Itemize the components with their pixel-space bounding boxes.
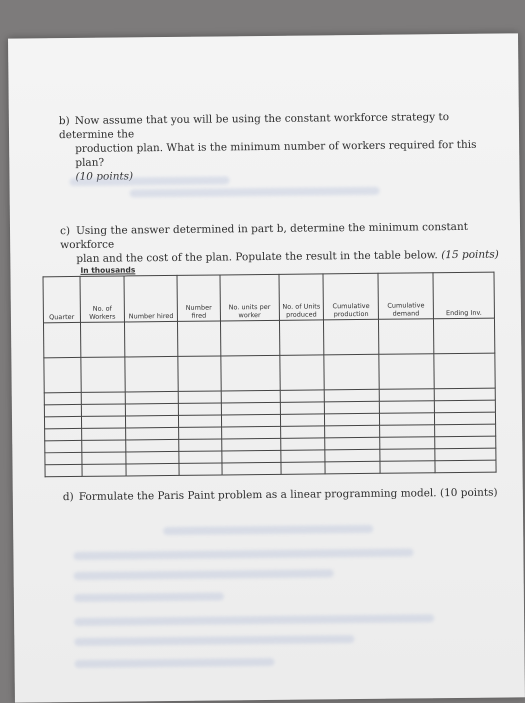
- bleed-through-text: [74, 592, 224, 602]
- production-table: [43, 272, 497, 478]
- table-caption: In thousands: [80, 265, 136, 275]
- header-ending-inventory: Ending Inv.: [433, 272, 494, 319]
- question-d: [63, 486, 503, 505]
- question-b-line2: production plan. What is the minimum number of workers required for this plan?: [75, 138, 477, 169]
- bleed-through-text: [75, 658, 275, 668]
- question-d-points: (10 points): [439, 486, 498, 500]
- header-quarter: Quarter: [43, 276, 80, 322]
- table-row: [43, 318, 494, 358]
- bleed-through-text: [74, 635, 354, 646]
- bleed-through-text: [74, 614, 434, 626]
- question-d-label: d): [62, 491, 74, 504]
- question-b-line1: Now assume that you will be using the constant workforce strategy to determine the: [58, 111, 450, 142]
- question-b-points: (10 points): [75, 170, 134, 183]
- question-c-line2: plan and the cost of the plan. Populate the result in the table below.: [76, 249, 438, 265]
- question-b: [59, 110, 500, 185]
- worksheet-page: [8, 33, 525, 702]
- header-units-per-worker: No. units per worker: [220, 274, 279, 321]
- header-units-produced: No. of Units produced: [279, 274, 324, 320]
- header-cumulative-production: Cumulative production: [323, 273, 378, 320]
- bleed-through-text: [69, 176, 229, 186]
- table-row: [44, 353, 495, 393]
- bleed-through-text: [130, 187, 380, 198]
- header-workers: No. of Workers: [80, 276, 125, 322]
- header-fired: Number fired: [177, 275, 220, 321]
- question-c: [60, 219, 510, 266]
- bleed-through-text: [73, 548, 413, 560]
- question-c-points: (15 points): [441, 248, 499, 262]
- question-c-line1: Using the answer determined in part b, determine the minimum constant workforce: [60, 220, 468, 252]
- bleed-through-text: [74, 569, 334, 580]
- question-c-label: c): [59, 225, 71, 238]
- header-hired: Number hired: [124, 275, 177, 322]
- question-d-text: Formulate the Paris Paint problem as a linear programming model.: [78, 487, 437, 503]
- question-b-label: b): [58, 115, 70, 128]
- bleed-through-text: [163, 525, 373, 535]
- header-cumulative-demand: Cumulative demand: [378, 273, 433, 320]
